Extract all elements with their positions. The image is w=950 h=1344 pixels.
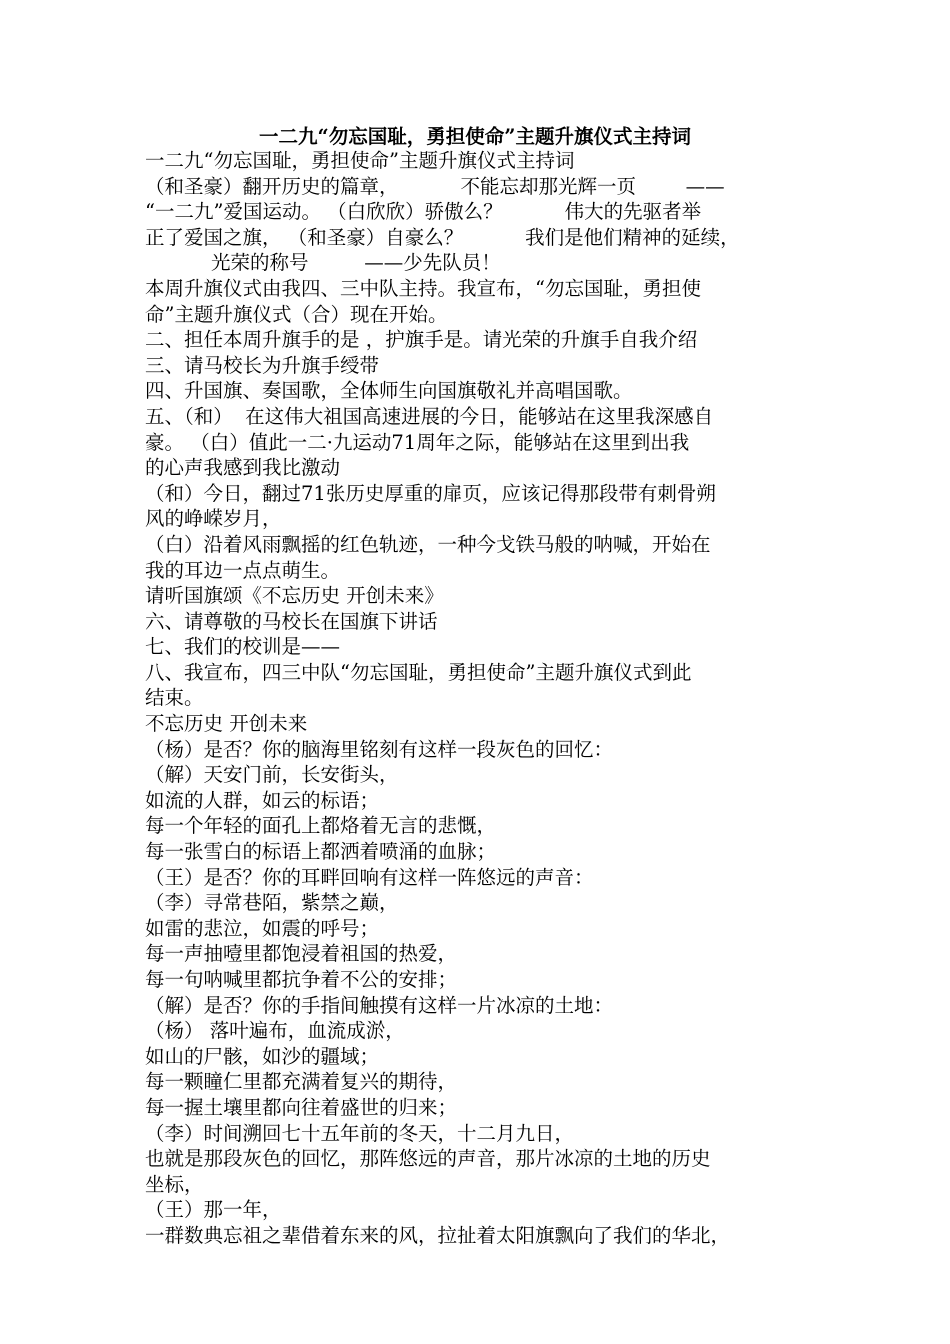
text-line: 每一颗瞳仁里都充满着复兴的期待， bbox=[145, 1070, 458, 1094]
text-line: （解）是否？你的手指间触摸有这样一片冰凉的土地： bbox=[145, 993, 614, 1017]
text-line: （李）时间溯回七十五年前的冬天，十二月九日， bbox=[145, 1121, 575, 1145]
text-line: “一二九”爱国运动。 （白欣欣）骄傲么？ 伟大的先驱者举 bbox=[145, 200, 702, 224]
text-line: （白）沿着风雨飘摇的红色轨迹，一种今戈铁马般的呐喊，开始在 bbox=[145, 532, 711, 556]
text-line: 也就是那段灰色的回忆，那阵悠远的声音，那片冰凉的土地的历史 bbox=[145, 1147, 711, 1171]
document-body bbox=[145, 148, 815, 1249]
text-line: （李）寻常巷陌，紫禁之巅， bbox=[145, 891, 399, 915]
text-line: （和圣豪）翻开历史的篇章， 不能忘却那光辉一页 —— bbox=[145, 174, 725, 198]
text-line: 如流的人群，如云的标语； bbox=[145, 788, 380, 812]
text-line: （杨）是否？你的脑海里铭刻有这样一段灰色的回忆： bbox=[145, 737, 614, 761]
text-line: 三、请马校长为升旗手绶带 bbox=[145, 353, 380, 377]
text-line: 坐标， bbox=[145, 1172, 204, 1196]
text-line: 风的峥嵘岁月， bbox=[145, 507, 282, 531]
text-line: 光荣的称号 ——少先队员！ bbox=[211, 251, 501, 275]
text-line: 请听国旗颂《不忘历史 开创未来》 bbox=[145, 584, 444, 608]
text-line: 一二九“勿忘国耻，勇担使命”主题升旗仪式主持词 bbox=[145, 149, 575, 172]
text-line: 每一张雪白的标语上都洒着喷涌的血脉； bbox=[145, 840, 497, 864]
text-line: 一群数典忘祖之辈借着东来的风，拉扯着太阳旗飘向了我们的华北， bbox=[145, 1223, 731, 1247]
text-line: （王）那一年， bbox=[145, 1198, 282, 1222]
text-line: 每一握土壤里都向往着盛世的归来； bbox=[145, 1095, 458, 1119]
text-line: （和）今日，翻过71张历史厚重的扉页，应该记得那段带有刺骨朔 bbox=[145, 481, 716, 505]
text-line: 我的耳边一点点萌生。 bbox=[145, 558, 341, 582]
text-line: 不忘历史 开创未来 bbox=[145, 712, 308, 736]
text-line: 八、我宣布，四三中队“勿忘国耻，勇担使命”主题升旗仪式到此 bbox=[145, 660, 692, 684]
text-line: 命”主题升旗仪式（合）现在开始。 bbox=[145, 302, 448, 326]
text-line: 如山的尸骸，如沙的疆域； bbox=[145, 1044, 380, 1068]
text-line: 正了爱国之旗， （和圣豪）自豪么？ 我们是他们精神的延续， bbox=[145, 225, 740, 249]
text-line: （杨） 落叶遍布，血流成淤， bbox=[145, 1019, 405, 1043]
text-line: 如雷的悲泣，如震的呼号； bbox=[145, 916, 380, 940]
text-line: 每一个年轻的面孔上都烙着无言的悲慨， bbox=[145, 814, 497, 838]
text-line: 的心声我感到我比激动 bbox=[145, 456, 341, 480]
text-line: （解）天安门前，长安街头， bbox=[145, 763, 399, 787]
text-line: 四、升国旗、奏国歌，全体师生向国旗敬礼并高唱国歌。 bbox=[145, 379, 633, 403]
text-line: 每一声抽噎里都饱浸着祖国的热爱， bbox=[145, 942, 458, 966]
text-line: 五、（和） 在这伟大祖国高速进展的今日，能够站在这里我深感自 bbox=[145, 404, 714, 428]
text-line: 本周升旗仪式由我四、三中队主持。我宣布，“勿忘国耻，勇担使 bbox=[145, 276, 701, 300]
text-line: 二、担任本周升旗手的是 ，护旗手是。请光荣的升旗手自我介绍 bbox=[145, 328, 698, 352]
text-line: 每一句呐喊里都抗争着不公的安排； bbox=[145, 968, 458, 991]
text-line: 豪。 （白）值此一二·九运动71周年之际，能够站在这里到出我 bbox=[145, 430, 690, 454]
text-line: （王）是否？你的耳畔回响有这样一阵悠远的声音： bbox=[145, 865, 594, 889]
document-title: 一二九“勿忘国耻，勇担使命”主题升旗仪式主持词 bbox=[259, 125, 691, 148]
text-line: 七、我们的校训是—— bbox=[145, 635, 341, 659]
text-line: 六、请尊敬的马校长在国旗下讲话 bbox=[145, 609, 438, 633]
text-line: 结束。 bbox=[145, 686, 204, 710]
